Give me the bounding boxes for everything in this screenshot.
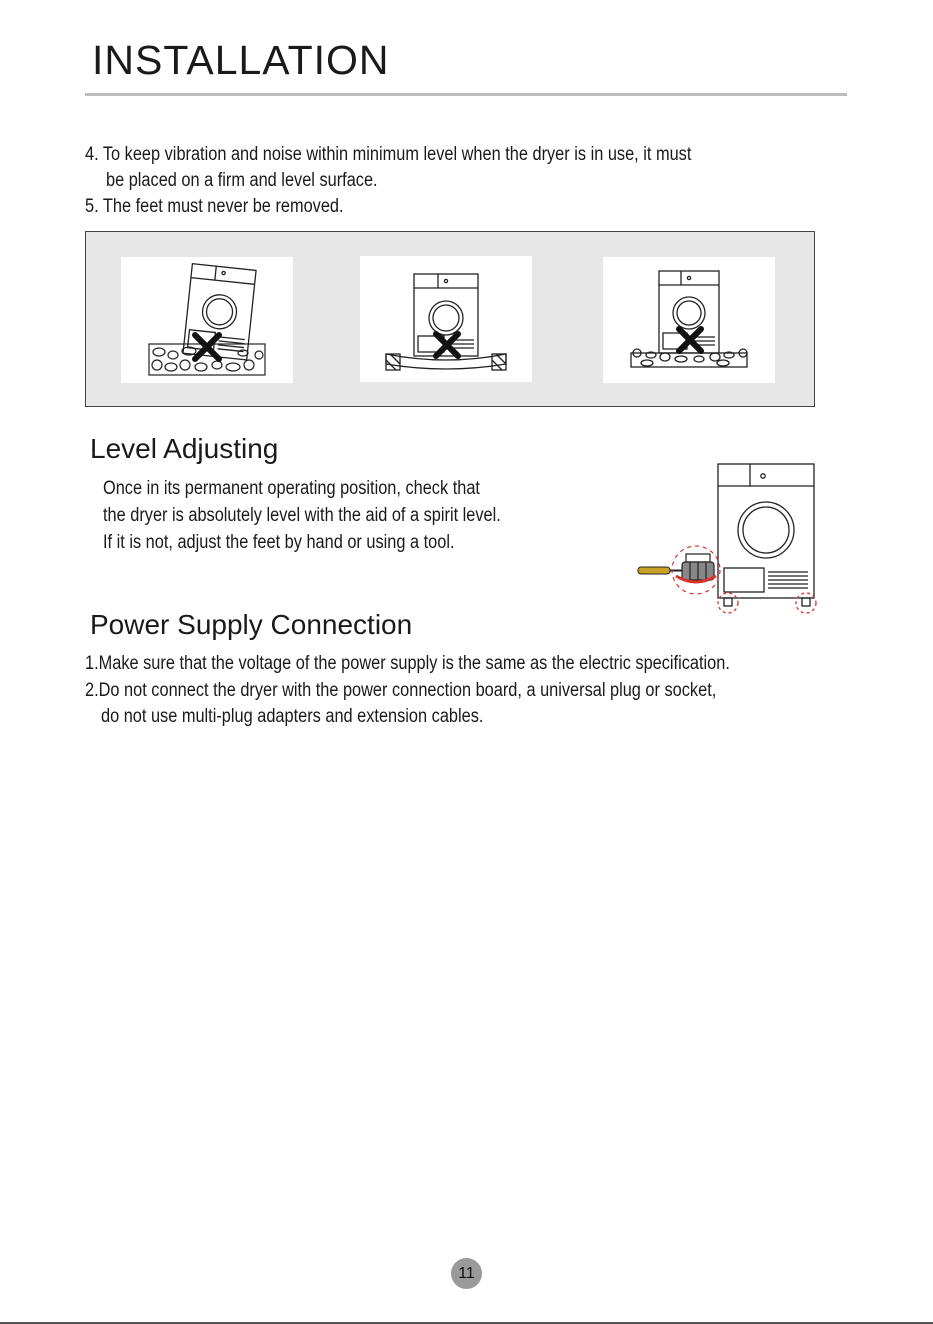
level-adjusting-illustration xyxy=(632,460,822,616)
intro-line-1: 4. To keep vibration and noise within minimum level when the dryer is in use, it must xyxy=(85,144,692,165)
level-line-2: the dryer is absolutely level with the aid of a spirit level. xyxy=(103,505,501,526)
page-number-badge: 11 xyxy=(451,1258,482,1289)
prohibited-cross-icon xyxy=(436,334,458,356)
level-line-1: Once in its permanent operating position, check that xyxy=(103,478,480,499)
card-loose-stones xyxy=(603,257,775,383)
dryer-on-loose-stones-icon xyxy=(603,257,775,383)
power-line-3: do not use multi-plug adapters and extension cables. xyxy=(101,706,484,727)
dryer-on-uneven-stones-icon xyxy=(121,257,293,383)
card-bent-board xyxy=(360,256,532,382)
intro-line-3: 5. The feet must never be removed. xyxy=(85,196,344,217)
level-line-3: If it is not, adjust the feet by hand or using a tool. xyxy=(103,532,455,553)
screwdriver-icon xyxy=(638,567,684,574)
power-line-1: 1.Make sure that the voltage of the power supply is the same as the electric specification. xyxy=(85,653,730,674)
incorrect-placement-figure xyxy=(85,231,815,407)
card-uneven-ground xyxy=(121,257,293,383)
title-divider xyxy=(85,93,847,96)
dryer-front-icon xyxy=(718,464,816,613)
page-title: INSTALLATION xyxy=(92,37,390,83)
power-supply-heading: Power Supply Connection xyxy=(90,609,413,640)
intro-line-2: be placed on a firm and level surface. xyxy=(106,170,378,191)
prohibited-cross-icon xyxy=(679,329,701,351)
dryer-on-bent-board-icon xyxy=(360,256,532,382)
power-line-2: 2.Do not connect the dryer with the power connection board, a universal plug or socket, xyxy=(85,680,717,701)
level-adjusting-heading: Level Adjusting xyxy=(90,433,279,464)
